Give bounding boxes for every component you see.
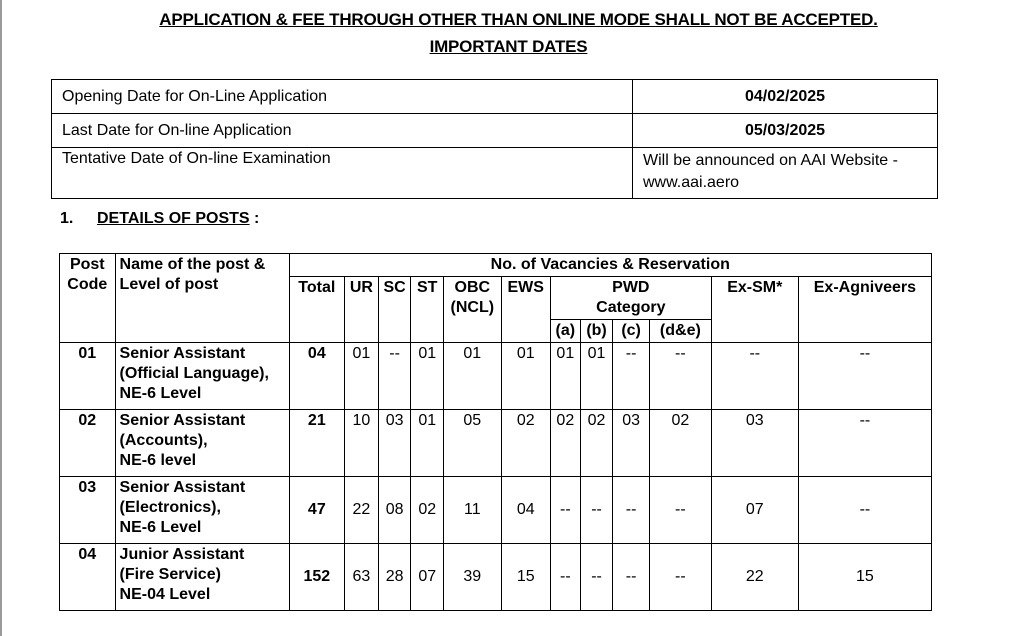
date-label: Opening Date for On-Line Application [52,80,633,114]
header-text: (NCL) [450,299,495,316]
cell-exagniveers: -- [798,410,931,477]
header-post-name [115,254,289,343]
post-name-line: (Fire Service) [119,566,221,583]
cell-pwd-de: -- [649,343,711,410]
cell-exagniveers: 15 [798,544,931,611]
post-name-line: Junior Assistant [119,546,245,563]
cell-pwd-c: 03 [613,410,650,477]
cell-ur: 01 [345,343,379,410]
header-row-1 [60,254,932,277]
section-heading [60,210,259,228]
notice-heading: APPLICATION & FEE THROUGH OTHER THAN ONLINE MODE SHALL NOT BE ACCEPTED. [159,10,878,29]
post-name [115,410,289,477]
header-text: Name of the post & [119,256,266,273]
header-exsm: Ex-SM* [711,277,798,343]
header-st: ST [411,277,443,343]
header-sc: SC [378,277,411,343]
post-name-line: (Electronics), [119,499,221,516]
post-name [115,477,289,544]
header-text: Category [596,299,666,316]
cell-pwd-b: 01 [580,343,612,410]
header-vacancies: No. of Vacancies & Reservation [289,254,931,277]
header-text: OBC [454,279,491,296]
cell-st: 01 [411,343,443,410]
cell-pwd-a: 01 [550,343,580,410]
cell-pwd-c: -- [613,544,650,611]
date-row [52,114,938,148]
cell-obc: 39 [443,544,501,611]
header-text: PWD [612,279,650,296]
table-row [60,477,932,544]
cell-pwd-de: -- [649,477,711,544]
post-name-line: NE-6 Level [119,519,202,536]
post-name-line: Senior Assistant [119,479,246,496]
header-ur: UR [345,277,379,343]
header-total: Total [289,277,345,343]
header-pwd-a: (a) [550,320,580,343]
post-name-line: (Accounts), [119,432,208,449]
header-obc [443,277,501,343]
cell-pwd-b: -- [580,477,612,544]
important-dates-table [51,79,938,199]
cell-pwd-a: 02 [550,410,580,477]
header-pwd-c: (c) [613,320,650,343]
post-name-line: NE-6 Level [119,385,202,402]
post-name-line: NE-6 level [119,452,197,469]
date-row [52,80,938,114]
posts-table [59,253,932,611]
cell-total: 47 [289,477,345,544]
table-row [60,343,932,410]
cell-pwd-a: -- [550,544,580,611]
cell-exagniveers: -- [798,477,931,544]
cell-pwd-de: -- [649,544,711,611]
post-name-line: NE-04 Level [119,586,211,603]
section-suffix: : [249,210,260,227]
header-ews: EWS [501,277,550,343]
cell-st: 02 [411,477,443,544]
cell-exsm: 03 [711,410,798,477]
header-post-code [60,254,116,343]
page-left-edge [0,0,2,636]
date-label: Tentative Date of On-line Examination [52,148,633,199]
header-text: Code [67,276,108,293]
cell-pwd-c: -- [613,343,650,410]
header-pwd-b: (b) [580,320,612,343]
cell-pwd-a: -- [550,477,580,544]
post-name [115,343,289,410]
post-name-line: (Official Language), [119,365,269,382]
post-code: 01 [60,343,116,410]
cell-ur: 22 [345,477,379,544]
cell-pwd-b: -- [580,544,612,611]
date-value-link: www.aai.aero [643,174,740,191]
cell-pwd-b: 02 [580,410,612,477]
cell-ews: 01 [501,343,550,410]
important-dates-heading: IMPORTANT DATES [429,37,588,56]
cell-ews: 04 [501,477,550,544]
cell-sc: 08 [378,477,411,544]
cell-st: 01 [411,410,443,477]
cell-obc: 01 [443,343,501,410]
cell-sc: 03 [378,410,411,477]
cell-obc: 05 [443,410,501,477]
section-number: 1. [60,210,74,227]
post-name-line: Senior Assistant [119,412,246,429]
cell-exsm: -- [711,343,798,410]
cell-exsm: 22 [711,544,798,611]
date-value [633,148,938,199]
date-row [52,148,938,199]
date-label: Last Date for On-line Application [52,114,633,148]
post-code: 02 [60,410,116,477]
cell-pwd-c: -- [613,477,650,544]
cell-total: 04 [289,343,345,410]
table-row [60,410,932,477]
date-value: 05/03/2025 [633,114,938,148]
post-name [115,544,289,611]
cell-ur: 10 [345,410,379,477]
cell-total: 21 [289,410,345,477]
header-pwd [550,277,711,320]
header-text: Post [69,256,105,273]
section-title: DETAILS OF POSTS [97,210,250,227]
header-text: Level of post [119,276,219,293]
date-value: 04/02/2025 [633,80,938,114]
cell-ur: 63 [345,544,379,611]
table-row [60,544,932,611]
post-code: 03 [60,477,116,544]
cell-total: 152 [289,544,345,611]
cell-sc: -- [378,343,411,410]
cell-pwd-de: 02 [649,410,711,477]
cell-exagniveers: -- [798,343,931,410]
header-pwd-de: (d&e) [649,320,711,343]
cell-st: 07 [411,544,443,611]
header-exagniveers: Ex-Agniveers [798,277,931,343]
post-name-line: Senior Assistant [119,345,246,362]
cell-ews: 15 [501,544,550,611]
cell-exsm: 07 [711,477,798,544]
cell-sc: 28 [378,544,411,611]
cell-ews: 02 [501,410,550,477]
post-code: 04 [60,544,116,611]
cell-obc: 11 [443,477,501,544]
date-value-line: Will be announced on AAI Website - [643,152,898,169]
